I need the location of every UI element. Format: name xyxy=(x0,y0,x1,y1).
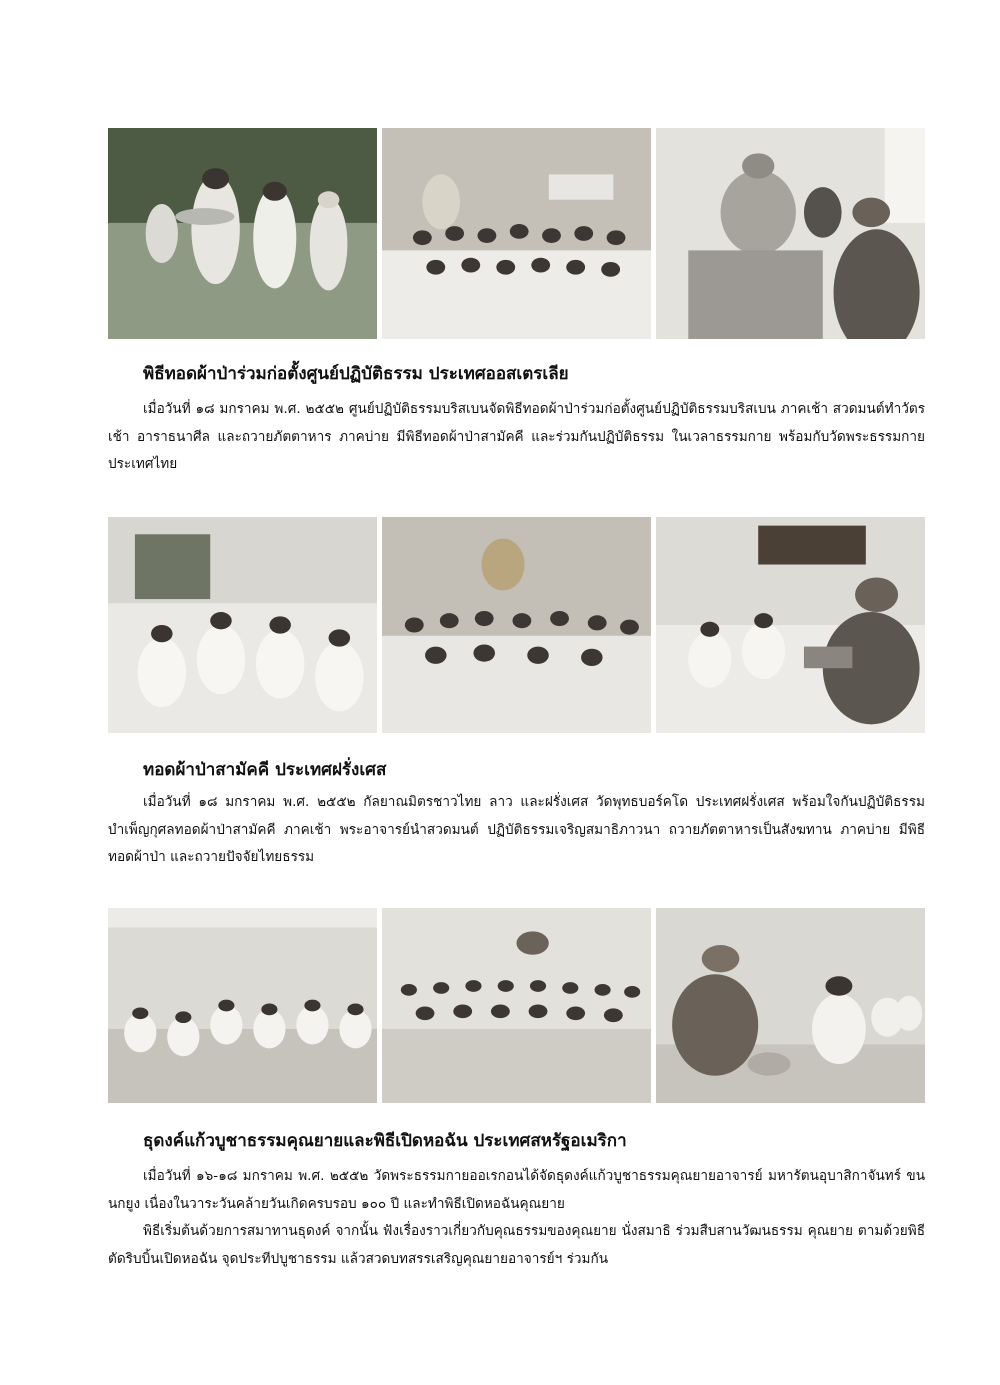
group-photo xyxy=(382,128,651,339)
group-photo xyxy=(382,517,651,733)
monk-offering-photo xyxy=(656,908,925,1103)
photo-row-2 xyxy=(108,517,925,733)
prayer-photo-icon xyxy=(108,517,377,733)
group-photo-icon xyxy=(382,128,651,339)
section-3-body xyxy=(108,1163,925,1273)
section-1-body xyxy=(108,396,925,479)
photo-row-1 xyxy=(108,128,925,339)
paragraph: เมื่อวันที่ ๑๘ มกราคม พ.ศ. ๒๕๕๒ ศูนย์ปฏิบัติธรรมบริสเบนจัดพิธีทอดผ้าป่าร่วมก่อตั้งศูนย์ปฏิบัติธรรมบริสเบน ภาคเช้า สวดมนต์ทำวัตรเช้า อาราธนาศีล และถวายภัตตาหาร ภาคบ่าย มีพิธีทอดผ้าป่าสามัคคี และร่วมกันปฏิบัติธรรม ในเวลาธรรมกาย พร้อมกับวัดพระธรรมกาย ประเทศไทย xyxy=(108,401,925,472)
paragraph: พิธีเริ่มต้นด้วยการสมาทานธุดงค์ จากนั้น ฟังเรื่องราวเกี่ยวกับคุณธรรมของคุณยาย นั่งสมาธิ ร่วมสืบสานวัฒนธรรม คุณยาย ตามด้วยพิธีตัดริบบิ้นเปิดหอฉัน จุดประทีปบูชาธรรม แล้วสวดบทสรรเสริญคุณยายอาจารย์ฯ ร่วมกัน xyxy=(108,1223,925,1267)
section-2-title: ทอดผ้าป่าสามัคคี ประเทศฝรั่งเศส xyxy=(143,760,387,780)
monk-photo-icon xyxy=(656,128,925,339)
monk-photo-icon xyxy=(656,908,925,1103)
group-photo xyxy=(382,908,651,1103)
procession-photo xyxy=(108,128,377,339)
photo-row-3 xyxy=(108,908,925,1103)
monk-offering-photo xyxy=(656,517,925,733)
hall-photo-icon xyxy=(108,908,377,1103)
prayer-photo xyxy=(108,517,377,733)
paragraph: เมื่อวันที่ ๑๘ มกราคม พ.ศ. ๒๕๕๒ กัลยาณมิตรชาวไทย ลาว และฝรั่งเศส วัดพุทธบอร์คโด ประเทศฝรั่งเศส พร้อมใจกันปฏิบัติธรรม บำเพ็ญกุศลทอดผ้าป่าสามัคคี ภาคเช้า พระอาจารย์นำสวดมนต์ ปฏิบัติธรรมเจริญสมาธิภาวนา ถวายภัตตาหารเป็นสังฆทาน ภาคบ่าย มีพิธีทอดผ้าป่า และถวายปัจจัยไทยธรรม xyxy=(108,794,925,865)
monk-photo-icon xyxy=(656,517,925,733)
section-3-title: ธุดงค์แก้วบูชาธรรมคุณยายและพิธีเปิดหอฉัน ประเทศสหรัฐอเมริกา xyxy=(143,1131,627,1151)
section-2-body xyxy=(108,789,925,872)
hall-meditation-photo xyxy=(108,908,377,1103)
paragraph: เมื่อวันที่ ๑๖-๑๘ มกราคม พ.ศ. ๒๕๕๒ วัดพระธรรมกายออเรกอนได้จัดธุดงค์แก้วบูชาธรรมคุณยายอาจารย์ มหารัตนอุบาสิกาจันทร์ ขนนกยูง เนื่องในวาระวันคล้ายวันเกิดครบรอบ ๑๐๐ ปี และทำพิธีเปิดหอฉันคุณยาย xyxy=(108,1168,925,1212)
group-photo-icon xyxy=(382,908,651,1103)
procession-photo-icon xyxy=(108,128,377,339)
group-photo-icon xyxy=(382,517,651,733)
section-1-title: พิธีทอดผ้าป่าร่วมก่อตั้งศูนย์ปฏิบัติธรรม ประเทศออสเตรเลีย xyxy=(143,364,569,384)
monk-buddha-photo xyxy=(656,128,925,339)
